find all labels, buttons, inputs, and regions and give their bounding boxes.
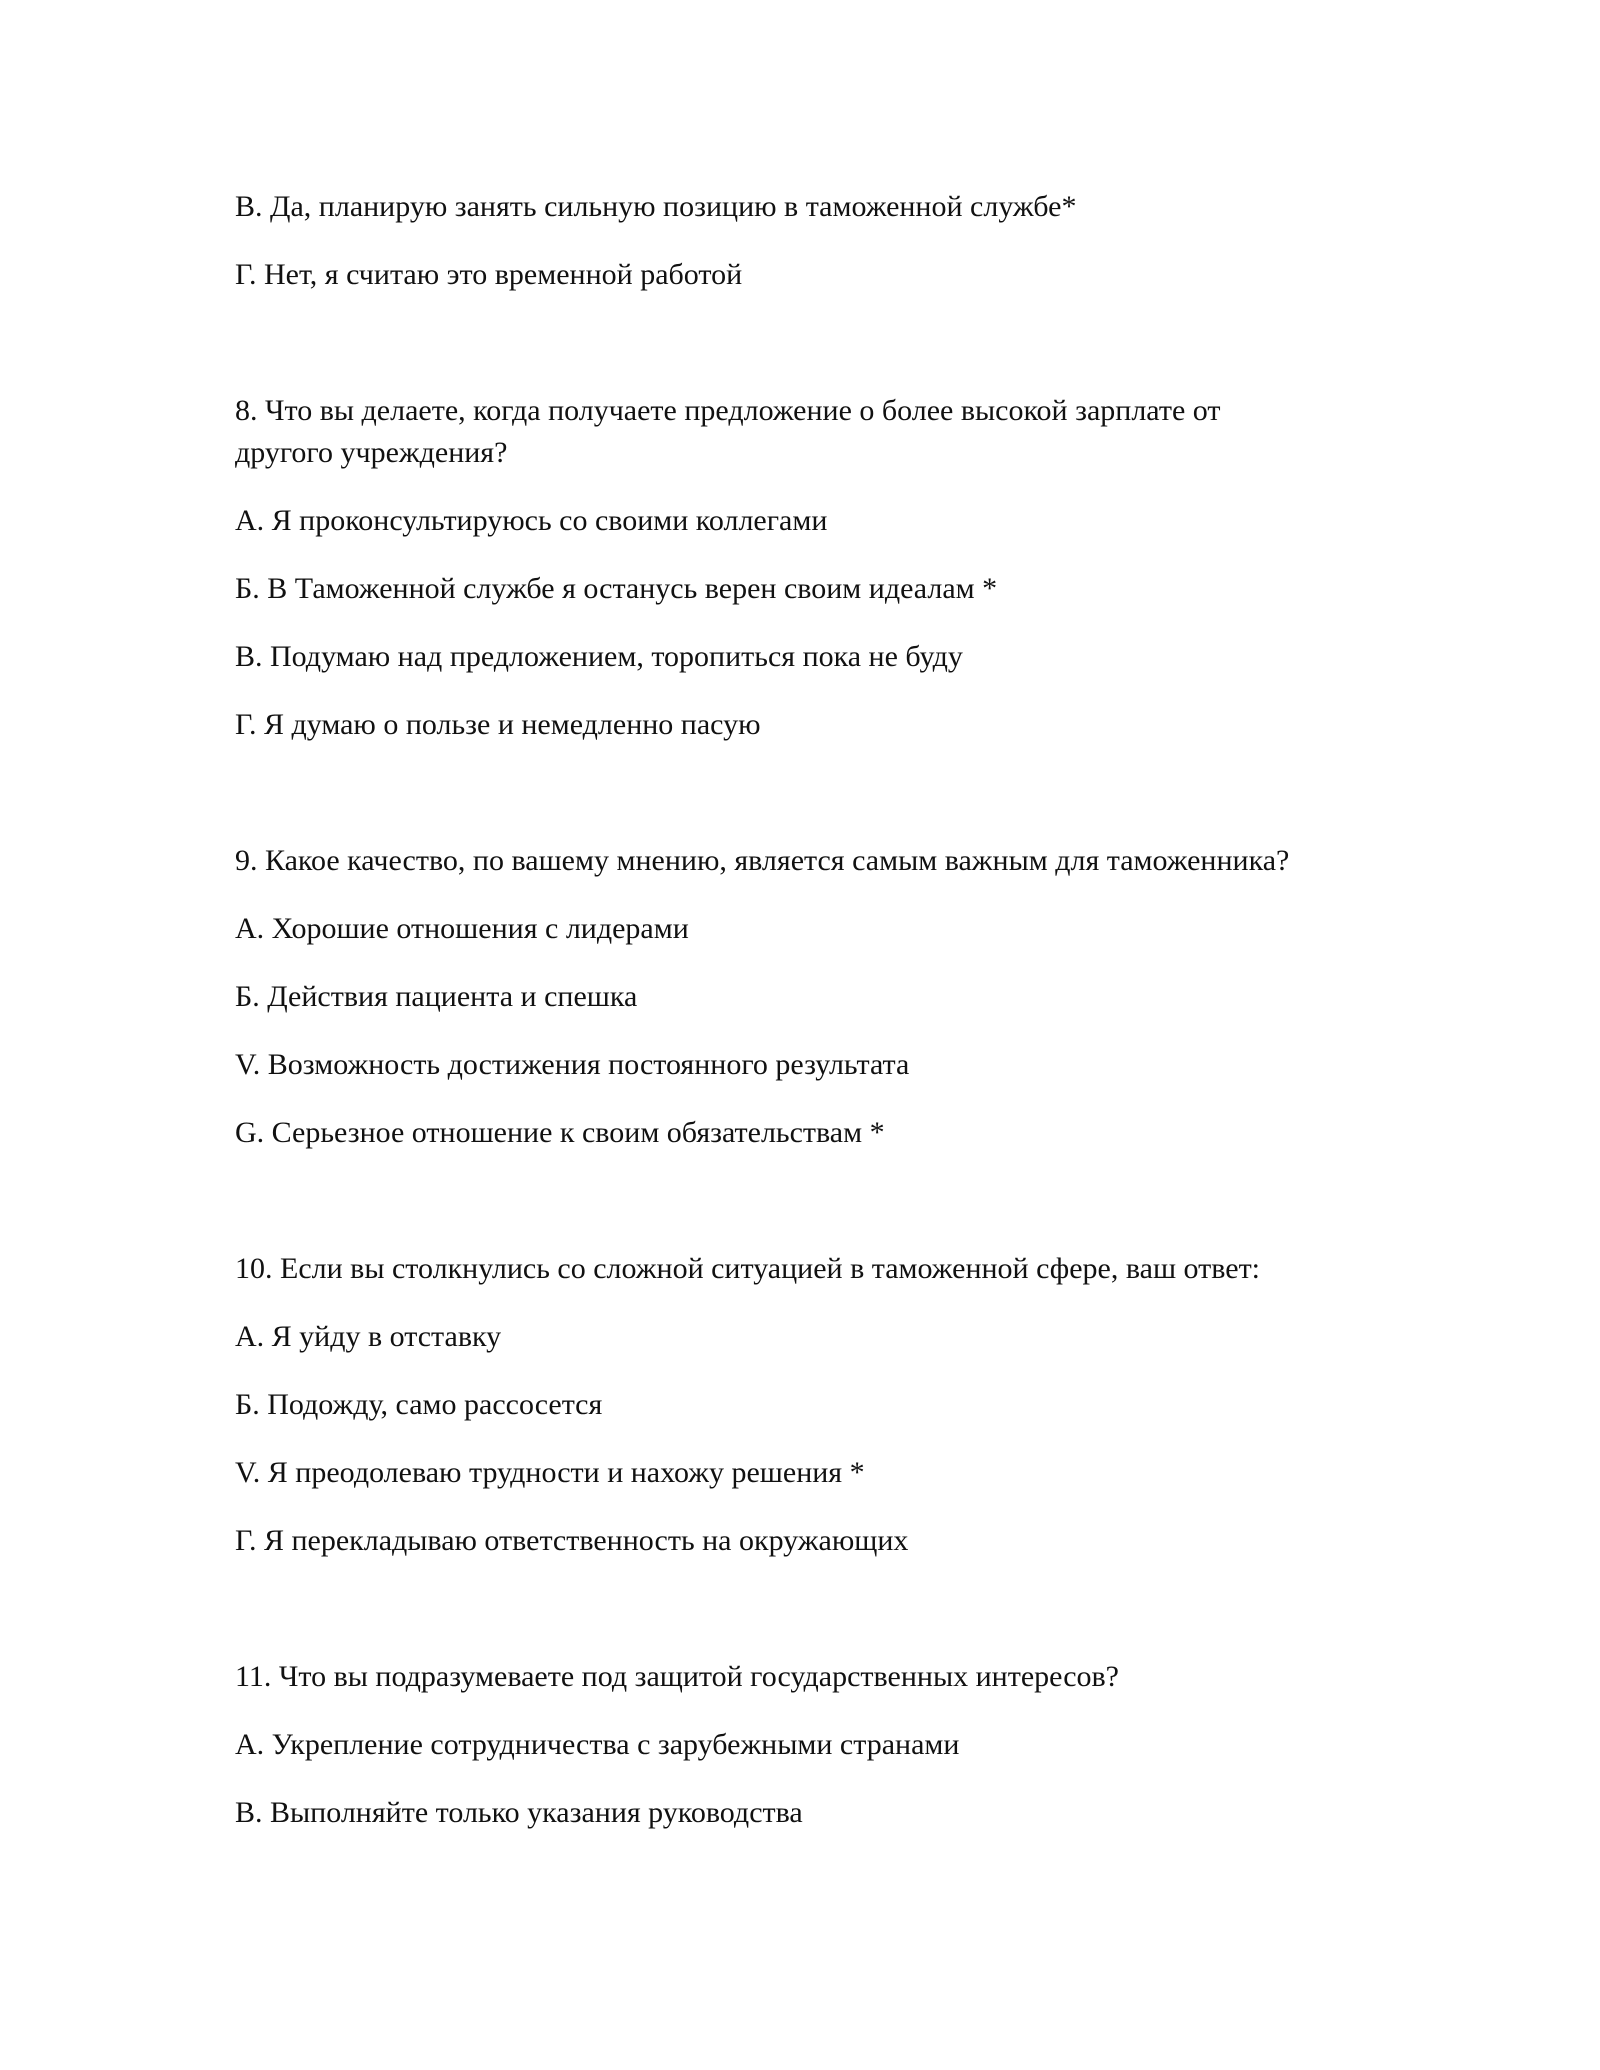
answer-option: Б. В Таможенной службе я останусь верен своим идеалам * xyxy=(235,572,998,605)
answer-option: А. Я проконсультируюсь со своими коллегами xyxy=(235,504,828,537)
answer-option: А. Я уйду в отставку xyxy=(235,1320,502,1353)
answer-option: В. Выполняйте только указания руководства xyxy=(235,1796,803,1829)
answer-option: Г. Я думаю о пользе и немедленно пасую xyxy=(235,708,761,741)
answer-option: А. Укрепление сотрудничества с зарубежными странами xyxy=(235,1728,960,1761)
answer-option: Г. Я перекладываю ответственность на окружающих xyxy=(235,1524,909,1557)
answer-option: А. Хорошие отношения с лидерами xyxy=(235,912,689,945)
answer-option: Б. Подожду, само рассосется xyxy=(235,1388,603,1421)
answer-option: V. Возможность достижения постоянного результата xyxy=(235,1048,910,1081)
answer-option: Г. Нет, я считаю это временной работой xyxy=(235,258,743,291)
question-10-text: 10. Если вы столкнулись со сложной ситуацией в таможенной сфере, ваш ответ: xyxy=(235,1252,1261,1285)
question-11-text: 11. Что вы подразумеваете под защитой государственных интересов? xyxy=(235,1660,1119,1693)
question-8-text: 8. Что вы делаете, когда получаете предложение о более высокой зарплате от xyxy=(235,394,1221,427)
answer-option: В. Да, планирую занять сильную позицию в таможенной службе* xyxy=(235,190,1077,223)
question-8-text: другого учреждения? xyxy=(235,436,508,469)
answer-option: Б. Действия пациента и спешка xyxy=(235,980,638,1013)
answer-option: G. Серьезное отношение к своим обязательствам * xyxy=(235,1116,885,1149)
question-9-text: 9. Какое качество, по вашему мнению, является самым важным для таможенника? xyxy=(235,844,1290,877)
answer-option: V. Я преодолеваю трудности и нахожу решения * xyxy=(235,1456,865,1489)
answer-option: В. Подумаю над предложением, торопиться пока не буду xyxy=(235,640,963,673)
